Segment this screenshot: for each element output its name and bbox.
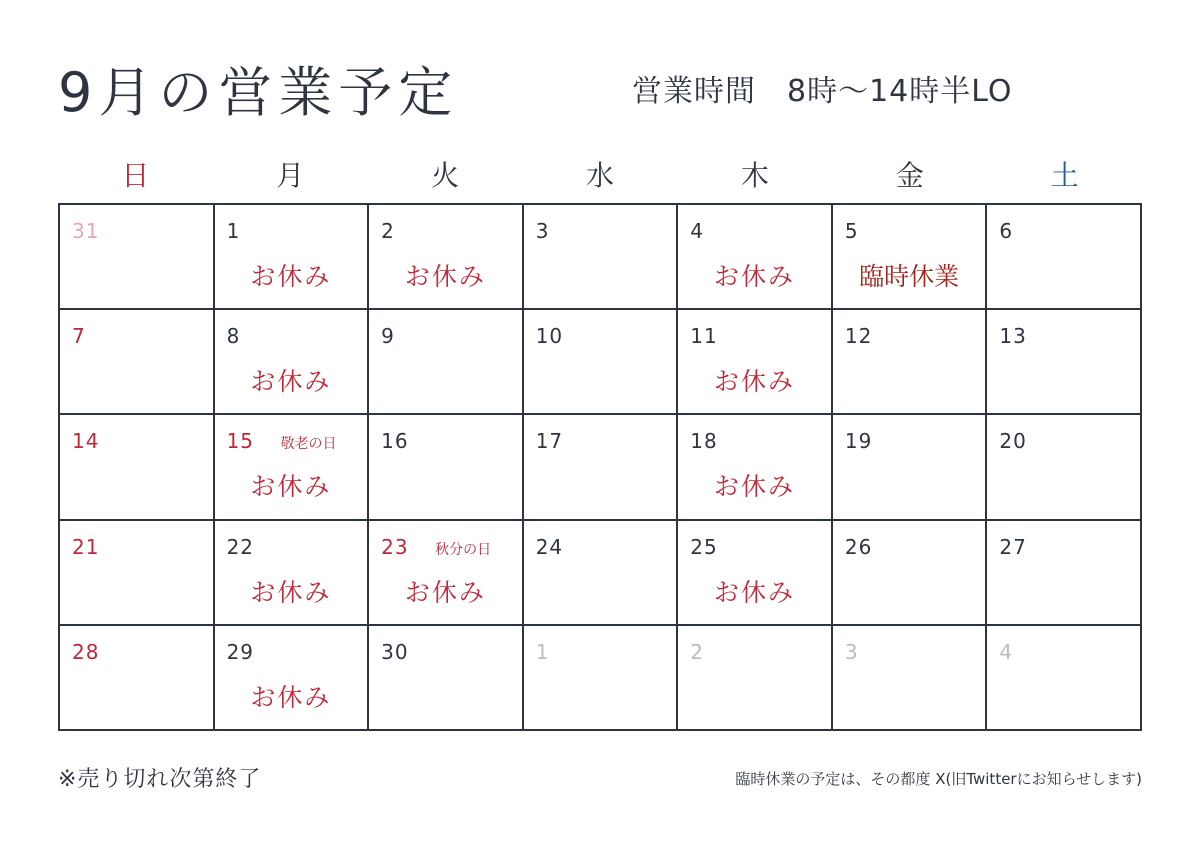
holiday-name: 敬老の日 xyxy=(280,436,337,453)
calendar-day-cell xyxy=(369,521,524,626)
calendar-day-cell xyxy=(60,521,215,626)
calendar-day-cell xyxy=(215,626,370,731)
closed-day-label: お休み xyxy=(714,262,796,291)
calendar-day-cell xyxy=(833,415,988,520)
calendar-day-cell xyxy=(369,415,524,520)
calendar-day-cell xyxy=(524,205,679,310)
temporary-closure-label: 臨時休業 xyxy=(859,262,960,291)
day-number: 7 xyxy=(72,324,86,349)
calendar-day-cell xyxy=(833,205,988,310)
day-number: 17 xyxy=(535,429,564,454)
holiday-name: 秋分の日 xyxy=(435,541,492,558)
weekday-tuesday: 火 xyxy=(431,159,460,192)
calendar-day-cell xyxy=(215,521,370,626)
day-number: 1 xyxy=(535,639,550,664)
calendar-day-cell xyxy=(60,310,215,415)
day-number: 2 xyxy=(381,219,395,243)
calendar-day-cell xyxy=(215,310,370,415)
day-number: 3 xyxy=(535,219,550,243)
calendar-day-cell xyxy=(524,626,679,731)
day-number: 26 xyxy=(844,534,873,559)
day-number: 19 xyxy=(844,429,873,454)
closure-announcement-notice: 臨時休業の予定は、その都度 X(旧Twitterにお知らせします) xyxy=(735,770,1142,788)
day-number: 4 xyxy=(690,219,705,243)
calendar-day-cell xyxy=(678,415,833,520)
closed-day-label: お休み xyxy=(250,577,332,607)
calendar-day-cell xyxy=(369,626,524,731)
calendar-day-cell xyxy=(524,415,679,520)
day-number: 13 xyxy=(999,324,1027,349)
calendar-day-cell xyxy=(215,205,370,310)
calendar-day-cell xyxy=(60,626,215,731)
day-number: 2 xyxy=(690,639,705,664)
calendar-day-cell xyxy=(369,310,524,415)
calendar-day-cell xyxy=(987,626,1142,731)
closed-day-label: お休み xyxy=(250,367,332,397)
closed-day-label: お休み xyxy=(404,577,486,607)
weekday-header-row xyxy=(58,156,1142,196)
day-number: 16 xyxy=(381,429,409,454)
sold-out-notice: ※売り切れ次第終了 xyxy=(58,767,262,792)
day-number: 5 xyxy=(844,219,859,243)
closed-day-label: お休み xyxy=(714,367,796,397)
calendar-day-cell xyxy=(215,415,370,520)
calendar-day-cell xyxy=(678,205,833,310)
weekday-monday: 月 xyxy=(276,159,305,192)
day-number: 4 xyxy=(999,639,1014,664)
day-number: 10 xyxy=(535,324,564,349)
calendar-day-cell xyxy=(833,521,988,626)
day-number: 12 xyxy=(844,324,873,349)
closed-day-label: お休み xyxy=(714,472,796,502)
day-number: 8 xyxy=(226,324,241,349)
day-number: 25 xyxy=(690,534,718,559)
day-number: 3 xyxy=(844,639,859,664)
day-number: 24 xyxy=(535,534,564,559)
closed-day-label: お休み xyxy=(250,262,332,291)
calendar-day-cell xyxy=(987,521,1142,626)
day-number: 30 xyxy=(381,639,409,664)
day-number: 21 xyxy=(72,534,100,559)
calendar-day-cell xyxy=(987,415,1142,520)
closed-day-label: お休み xyxy=(714,577,796,607)
calendar-day-cell xyxy=(833,310,988,415)
day-number: 6 xyxy=(999,219,1014,243)
day-number: 11 xyxy=(690,324,718,349)
day-number: 9 xyxy=(381,324,395,349)
day-number: 18 xyxy=(690,429,718,454)
day-number: 29 xyxy=(226,639,255,664)
weekday-friday: 金 xyxy=(895,159,924,192)
day-number: 27 xyxy=(999,534,1027,559)
weekday-thursday: 木 xyxy=(740,159,769,192)
day-number: 20 xyxy=(999,429,1027,454)
weekday-saturday: 土 xyxy=(1050,159,1079,192)
calendar-grid xyxy=(58,203,1142,731)
weekday-wednesday: 水 xyxy=(585,159,614,192)
day-number: 31 xyxy=(72,219,100,243)
day-number: 28 xyxy=(72,639,100,664)
calendar-day-cell xyxy=(987,310,1142,415)
calendar-day-cell xyxy=(987,205,1142,310)
business-hours: 営業時間 8時〜14時半LO xyxy=(632,74,1013,109)
calendar-day-cell xyxy=(678,310,833,415)
calendar-day-cell xyxy=(524,521,679,626)
day-number: 22 xyxy=(226,534,255,559)
calendar-day-cell xyxy=(60,415,215,520)
calendar-day-cell xyxy=(833,626,988,731)
day-number: 23 xyxy=(381,534,409,559)
page-title: 9月の営業予定 xyxy=(58,61,459,124)
calendar-day-cell xyxy=(60,205,215,310)
calendar-day-cell xyxy=(678,521,833,626)
closed-day-label: お休み xyxy=(404,262,486,291)
calendar-day-cell xyxy=(678,626,833,731)
calendar-day-cell xyxy=(524,310,679,415)
closed-day-label: お休み xyxy=(250,472,332,502)
weekday-sunday: 日 xyxy=(121,159,150,192)
day-number: 15 xyxy=(226,429,255,454)
day-number: 14 xyxy=(72,429,100,454)
calendar-day-cell xyxy=(369,205,524,310)
closed-day-label: お休み xyxy=(250,682,332,712)
day-number: 1 xyxy=(226,219,241,243)
